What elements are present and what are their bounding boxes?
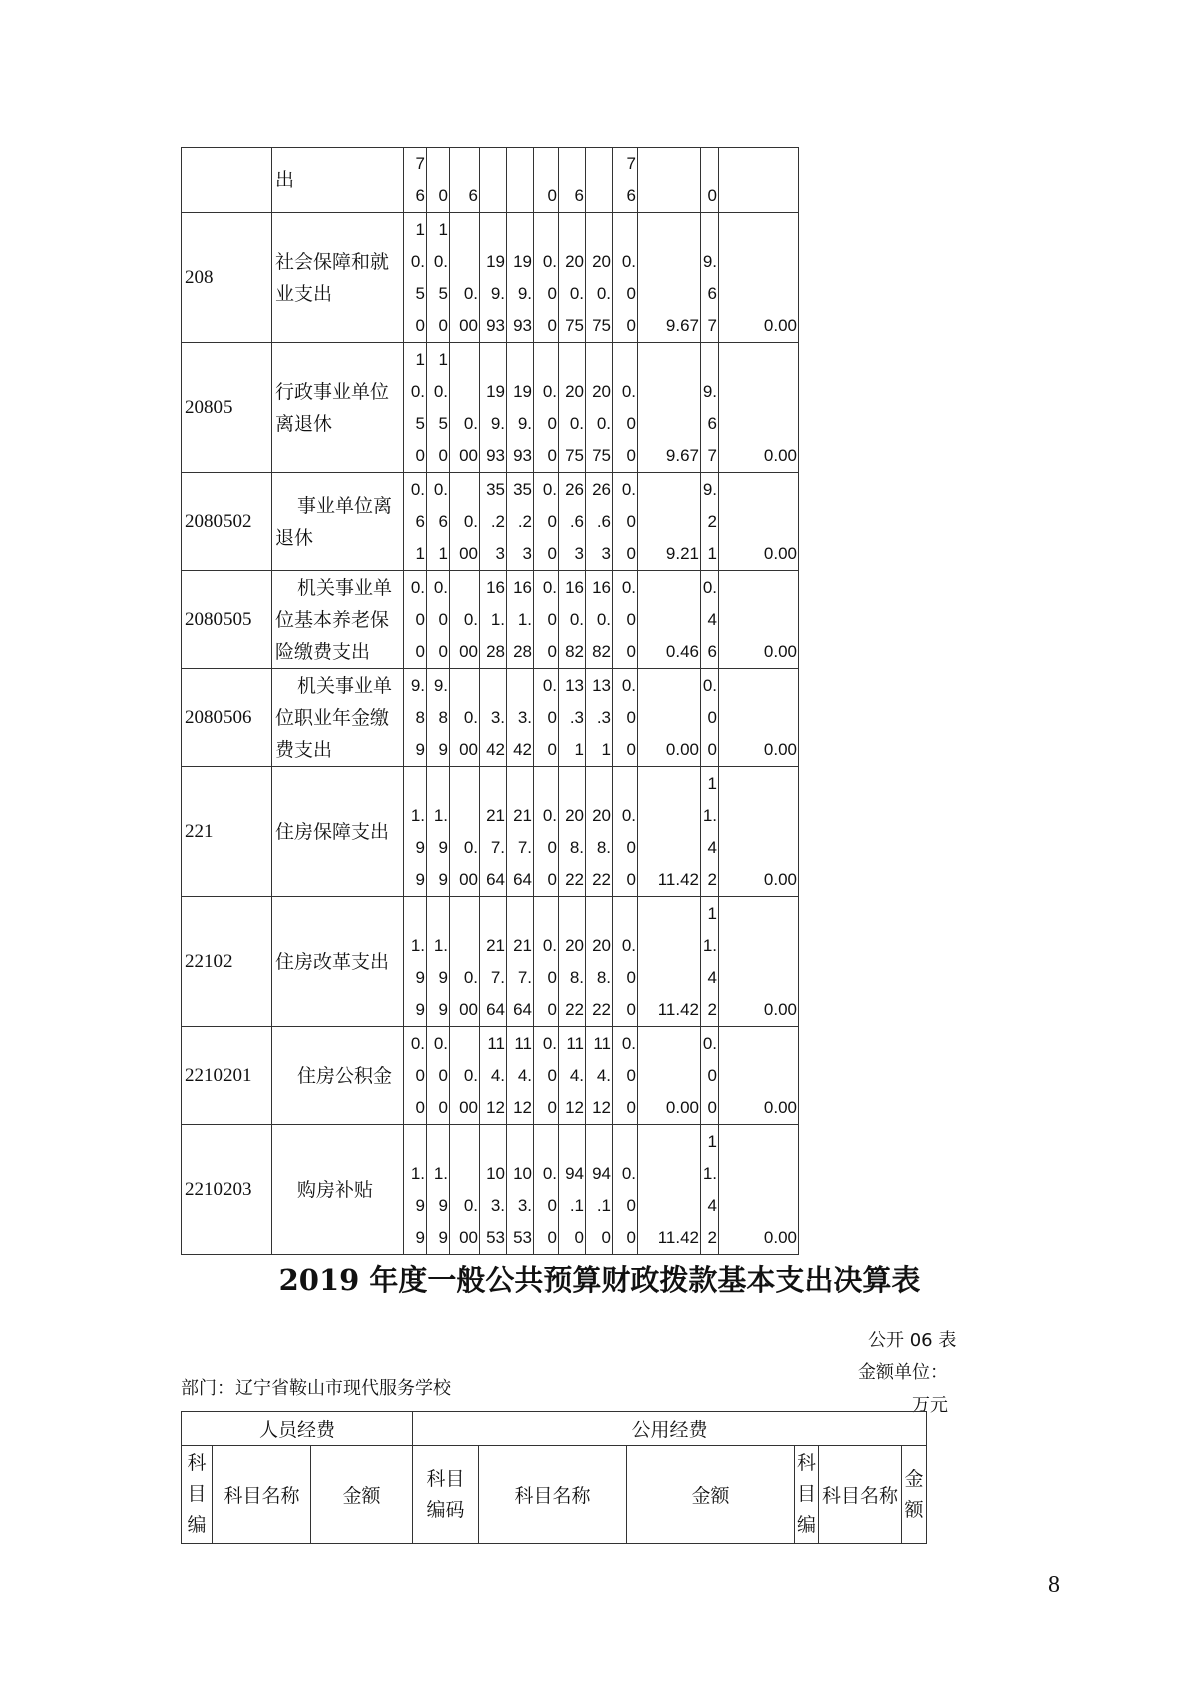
amount-cell: 9.21	[638, 473, 701, 571]
amount-cell: 0. 0 0	[613, 1125, 638, 1255]
amount-cell: 11 4. 12	[586, 1027, 613, 1125]
amount-cell: 10 3. 53	[507, 1125, 534, 1255]
subject-name: 社会保障和就 业支出	[272, 213, 404, 343]
amount-cell: 0.00	[719, 767, 799, 897]
amount-cell: 20 8. 22	[586, 897, 613, 1027]
amount-cell: 1. 9 9	[404, 1125, 427, 1255]
amount-cell: 0. 00	[450, 897, 480, 1027]
amount-cell: 10 3. 53	[480, 1125, 507, 1255]
amount-cell: 0.00	[638, 1027, 701, 1125]
subject-name: 机关事业单 位职业年金缴 费支出	[272, 669, 404, 767]
amount-cell: 11 4. 12	[507, 1027, 534, 1125]
amount-cell: 0.00	[719, 571, 799, 669]
code-header-1: 科 目 编	[182, 1446, 213, 1544]
amount-cell: 20 8. 22	[559, 897, 586, 1027]
amount-cell: 20 0. 75	[559, 343, 586, 473]
amount-cell: 0. 0 0	[534, 473, 559, 571]
amount-cell	[586, 148, 613, 213]
amount-cell: 26 .6 3	[559, 473, 586, 571]
amount-cell: 35 .2 3	[480, 473, 507, 571]
subject-name: 住房公积金	[272, 1027, 404, 1125]
amount-header-2: 金额	[627, 1446, 795, 1544]
page-number: 8	[1048, 1572, 1060, 1598]
amount-cell	[480, 148, 507, 213]
table-row	[182, 767, 799, 897]
amount-cell: 94 .1 0	[586, 1125, 613, 1255]
amount-cell: 20 0. 75	[559, 213, 586, 343]
amount-cell: 21 7. 64	[480, 897, 507, 1027]
amount-cell: 0. 0 0	[613, 669, 638, 767]
amount-cell	[507, 148, 534, 213]
amount-cell: 19 9. 93	[507, 343, 534, 473]
amount-cell: 13 .3 1	[586, 669, 613, 767]
subject-name: 出	[272, 148, 404, 213]
amount-cell: 11 4. 12	[559, 1027, 586, 1125]
subject-code: 20805	[182, 343, 272, 473]
amount-cell: 6	[450, 148, 480, 213]
amount-cell: 0.00	[719, 669, 799, 767]
amount-cell: 0. 0 0	[613, 571, 638, 669]
amount-cell: 0. 00	[450, 343, 480, 473]
amount-cell: 0. 0 0	[613, 473, 638, 571]
subject-name: 住房保障支出	[272, 767, 404, 897]
amount-cell	[638, 148, 701, 213]
subject-code: 2080506	[182, 669, 272, 767]
table-row	[182, 897, 799, 1027]
amount-cell: 0	[701, 148, 719, 213]
amount-cell: 13 .3 1	[559, 669, 586, 767]
amount-cell: 0. 0 0	[534, 213, 559, 343]
amount-cell: 0.00	[638, 669, 701, 767]
code-header-2: 科目 编码	[413, 1446, 479, 1544]
amount-cell: 0. 0 0	[534, 767, 559, 897]
subject-name: 住房改革支出	[272, 897, 404, 1027]
public-expense-header: 公用经费	[413, 1412, 927, 1446]
name-header-3: 科目名称	[819, 1446, 902, 1544]
amount-cell: 0	[534, 148, 559, 213]
amount-cell: 16 0. 82	[559, 571, 586, 669]
amount-cell: 1 0. 5 0	[427, 343, 450, 473]
amount-cell: 19 9. 93	[480, 213, 507, 343]
amount-cell: 0. 4 6	[701, 571, 719, 669]
unit-value: 万元	[912, 1395, 948, 1416]
report-title: 2019 年度一般公共预算财政拨款基本支出决算表	[278, 1263, 921, 1297]
amount-cell: 1 1. 4 2	[701, 1125, 719, 1255]
amount-cell: 0. 0 0	[613, 343, 638, 473]
amount-cell: 35 .2 3	[507, 473, 534, 571]
amount-cell: 0. 0 0	[701, 1027, 719, 1125]
subject-code: 208	[182, 213, 272, 343]
subject-code: 2080505	[182, 571, 272, 669]
amount-cell: 3. 42	[480, 669, 507, 767]
amount-cell: 1. 9 9	[427, 1125, 450, 1255]
amount-cell: 11 4. 12	[480, 1027, 507, 1125]
amount-cell: 16 1. 28	[507, 571, 534, 669]
amount-cell: 9. 8 9	[427, 669, 450, 767]
amount-cell: 9. 8 9	[404, 669, 427, 767]
amount-cell: 6	[559, 148, 586, 213]
amount-cell: 0.46	[638, 571, 701, 669]
table-row	[182, 148, 799, 213]
amount-cell: 0. 00	[450, 669, 480, 767]
subject-name: 购房补贴	[272, 1125, 404, 1255]
amount-cell: 0.00	[719, 213, 799, 343]
expenditure-table	[181, 147, 799, 1255]
amount-cell: 0.00	[719, 897, 799, 1027]
amount-cell: 0	[427, 148, 450, 213]
table-row	[182, 669, 799, 767]
amount-cell: 20 0. 75	[586, 343, 613, 473]
amount-cell: 0. 00	[450, 473, 480, 571]
basic-expenditure-table	[181, 1411, 927, 1544]
amount-cell: 21 7. 64	[507, 897, 534, 1027]
amount-cell: 1 1. 4 2	[701, 767, 719, 897]
amount-cell: 0. 0 0	[404, 571, 427, 669]
amount-cell: 1 0. 5 0	[404, 343, 427, 473]
amount-cell: 3. 42	[507, 669, 534, 767]
amount-cell: 0. 00	[450, 1125, 480, 1255]
amount-cell: 1 1. 4 2	[701, 897, 719, 1027]
subject-name: 机关事业单 位基本养老保 险缴费支出	[272, 571, 404, 669]
amount-cell: 11.42	[638, 897, 701, 1027]
name-header-1: 科目名称	[213, 1446, 311, 1544]
department-label: 部门：辽宁省鞍山市现代服务学校	[181, 1378, 451, 1399]
amount-cell: 0. 0 0	[534, 1027, 559, 1125]
amount-cell: 0. 0 0	[613, 213, 638, 343]
name-header-2: 科目名称	[479, 1446, 627, 1544]
amount-cell: 0. 0 0	[534, 669, 559, 767]
amount-cell: 0. 0 0	[534, 571, 559, 669]
amount-cell: 1. 9 9	[404, 767, 427, 897]
amount-cell: 7 6	[613, 148, 638, 213]
amount-cell: 20 8. 22	[586, 767, 613, 897]
amount-cell: 21 7. 64	[480, 767, 507, 897]
amount-cell: 11.42	[638, 767, 701, 897]
amount-cell: 7 6	[404, 148, 427, 213]
amount-cell: 20 8. 22	[559, 767, 586, 897]
subject-name: 事业单位离 退休	[272, 473, 404, 571]
form-number: 公开 06 表	[868, 1330, 957, 1351]
table-row	[182, 1027, 799, 1125]
amount-cell: 0. 0 0	[427, 571, 450, 669]
amount-cell: 0. 00	[450, 213, 480, 343]
amount-cell: 19 9. 93	[507, 213, 534, 343]
amount-cell: 26 .6 3	[586, 473, 613, 571]
amount-cell: 1. 9 9	[404, 897, 427, 1027]
subject-code: 2080502	[182, 473, 272, 571]
amount-cell: 16 0. 82	[586, 571, 613, 669]
amount-cell: 9.67	[638, 213, 701, 343]
subject-code: 2210203	[182, 1125, 272, 1255]
unit-label: 金额单位：	[858, 1362, 948, 1383]
amount-cell: 0.00	[719, 1027, 799, 1125]
subject-code: 22102	[182, 897, 272, 1027]
amount-cell: 94 .1 0	[559, 1125, 586, 1255]
amount-cell: 9. 6 7	[701, 343, 719, 473]
amount-header-3: 金 额	[902, 1446, 927, 1544]
amount-cell: 0. 0 0	[701, 669, 719, 767]
amount-cell: 0. 0 0	[534, 343, 559, 473]
amount-cell: 0. 0 0	[613, 767, 638, 897]
amount-cell: 21 7. 64	[507, 767, 534, 897]
table-row	[182, 213, 799, 343]
table-row	[182, 571, 799, 669]
amount-cell: 0. 00	[450, 767, 480, 897]
amount-cell: 0. 0 0	[404, 1027, 427, 1125]
amount-cell: 0. 0 0	[427, 1027, 450, 1125]
table-row	[182, 343, 799, 473]
amount-cell: 1. 9 9	[427, 767, 450, 897]
amount-cell: 1 0. 5 0	[427, 213, 450, 343]
amount-cell: 1 0. 5 0	[404, 213, 427, 343]
amount-cell: 0. 6 1	[404, 473, 427, 571]
table-row	[182, 1125, 799, 1255]
amount-cell: 9. 2 1	[701, 473, 719, 571]
amount-cell: 0. 6 1	[427, 473, 450, 571]
amount-cell: 0. 00	[450, 571, 480, 669]
amount-cell: 20 0. 75	[586, 213, 613, 343]
amount-header-1: 金额	[311, 1446, 413, 1544]
amount-cell: 9.67	[638, 343, 701, 473]
table-row	[182, 473, 799, 571]
amount-cell: 0. 0 0	[534, 1125, 559, 1255]
amount-cell: 0.00	[719, 1125, 799, 1255]
subject-code: 221	[182, 767, 272, 897]
amount-cell: 9. 6 7	[701, 213, 719, 343]
subject-code	[182, 148, 272, 213]
code-header-3: 科 目 编	[795, 1446, 819, 1544]
amount-cell: 16 1. 28	[480, 571, 507, 669]
amount-cell: 0.00	[719, 473, 799, 571]
amount-cell: 19 9. 93	[480, 343, 507, 473]
subject-code: 2210201	[182, 1027, 272, 1125]
amount-cell: 0. 00	[450, 1027, 480, 1125]
amount-cell: 11.42	[638, 1125, 701, 1255]
personnel-expense-header: 人员经费	[182, 1412, 413, 1446]
amount-cell: 1. 9 9	[427, 897, 450, 1027]
amount-cell: 0. 0 0	[613, 1027, 638, 1125]
amount-cell: 0.00	[719, 343, 799, 473]
amount-cell: 0. 0 0	[534, 897, 559, 1027]
amount-cell	[719, 148, 799, 213]
amount-cell: 0. 0 0	[613, 897, 638, 1027]
subject-name: 行政事业单位 离退休	[272, 343, 404, 473]
